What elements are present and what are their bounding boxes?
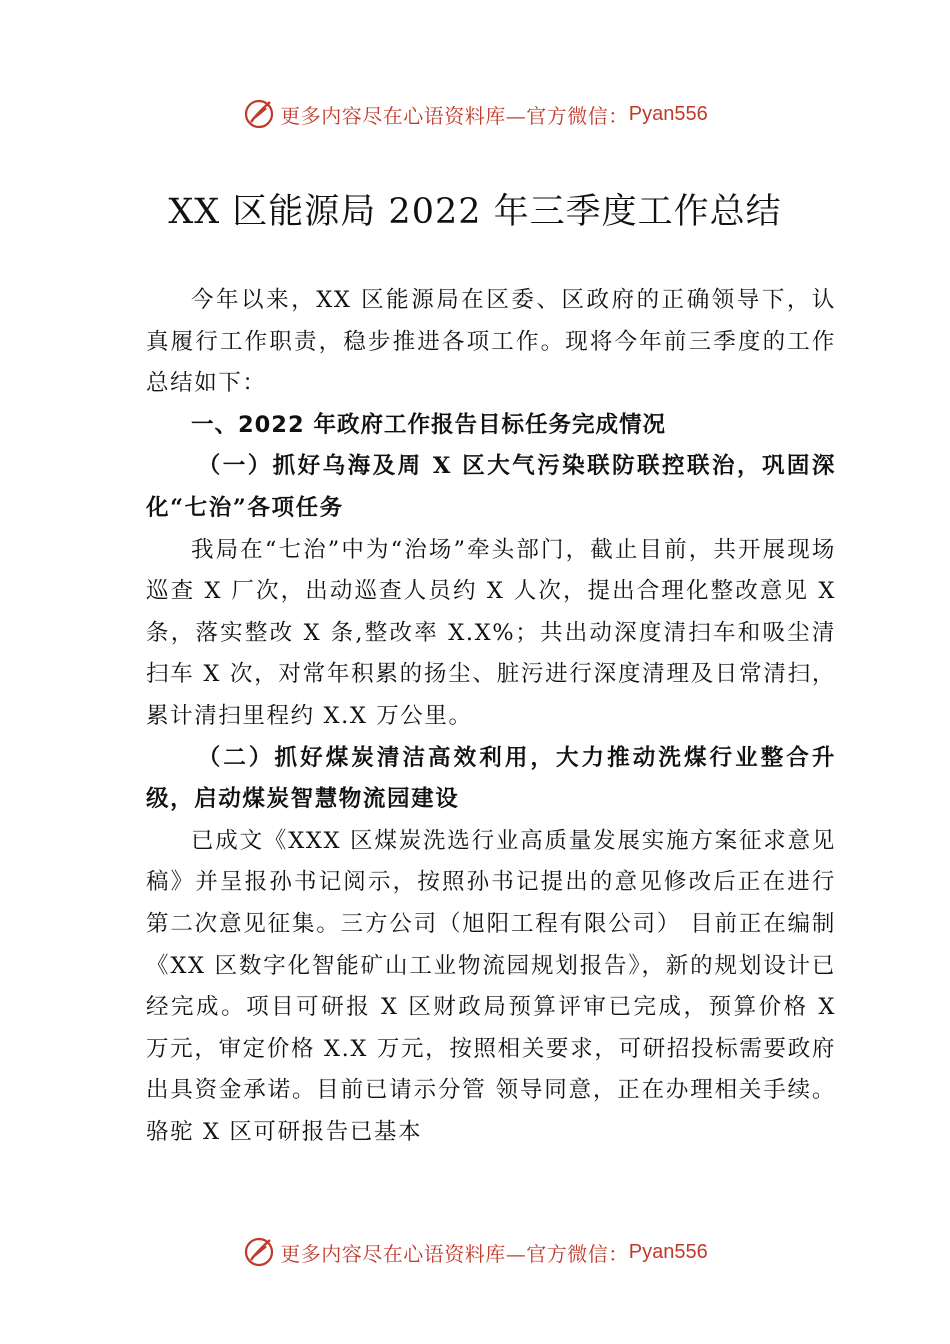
quill-seal-icon — [242, 97, 276, 131]
watermark-handle: Pyan556 — [628, 102, 708, 125]
watermark-header — [0, 94, 950, 134]
quill-seal-icon — [242, 1235, 276, 1269]
subsection-heading-1: （一）抓好乌海及周 X 区大气污染联防联控联治，巩固深化“七治”各项任务 — [146, 453, 836, 521]
subsection-heading-2: （二）抓好煤炭清洁高效利用，大力推动洗煤行业整合升级，启动煤炭智慧物流园建设 — [146, 744, 836, 813]
body-paragraph-2: 已成文《XXX 区煤炭洗选行业高质量发展实施方案征求意见稿》并呈报孙书记阅示，按照孙书记提出的意见修改后正在进行第二次意见征集。三方公司（旭阳工程有限公司） 目前正在编制《XX 区数字化智能矿山工业物流园规划报告》，新的规划设计已经完成。项目可研报 X 区财政局预算评审已完成，预算价格 X 万元，审定价格 X.X 万元，按照相关要求，可研招投标需要政府出具资金承诺。目前已请示分管 领导同意，正在办理相关手续。骆驼 X 区可研报告已基本 — [146, 827, 836, 1145]
watermark-text: 更多内容尽在心语资料库—官方微信： — [280, 103, 629, 128]
intro-paragraph: 今年以来，XX 区能源局在区委、区政府的正确领导下，认真履行工作职责，稳步推进各项工作。现将今年前三季度的工作总结如下： — [146, 287, 836, 397]
body-paragraph-1: 我局在“七治”中为“治场”牵头部门，截止目前，共开展现场巡查 X 厂次，出动巡查人员约 X 人次，提出合理化整改意见 X 条，落实整改 X 条,整改率 X.X%；共出动深度清扫车和吸尘清扫车 X 次，对常年积累的扬尘、脏污进行深度清理及日常清扫，累计清扫里程约 X.X 万公里。 — [146, 536, 836, 729]
document-title: XX 区能源局 2022 年三季度工作总结 — [168, 192, 782, 232]
document-body — [146, 280, 836, 1153]
watermark-handle: Pyan556 — [628, 1240, 708, 1263]
watermark-text: 更多内容尽在心语资料库—官方微信： — [280, 1241, 629, 1266]
watermark-footer — [0, 1232, 950, 1272]
section-heading: 一、2022 年政府工作报告目标任务完成情况 — [191, 411, 666, 438]
